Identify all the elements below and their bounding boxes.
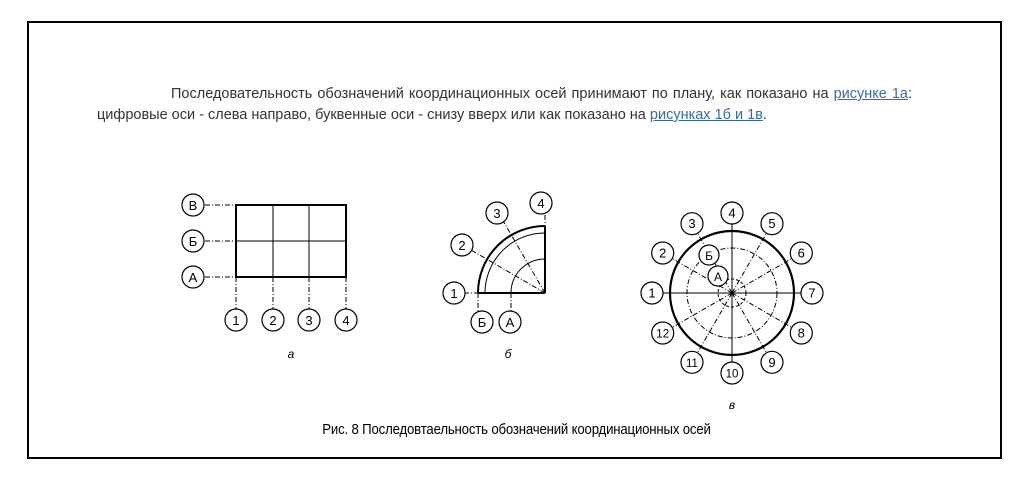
axis-label-radial: 7 xyxy=(808,285,816,301)
axis-label-radial: 8 xyxy=(797,325,805,341)
axis-label-row: В xyxy=(188,198,198,213)
axis-label-radial: 11 xyxy=(686,357,698,370)
row-axis-markers xyxy=(182,194,204,288)
outer-arc xyxy=(478,226,545,293)
axis-label-radial: 2 xyxy=(659,245,667,261)
axis-label-arc: Б xyxy=(477,315,487,330)
figure-c-caption: в xyxy=(728,398,736,412)
paragraph-text-1: Последовательность обозначений координационных осей принимают по плану, как показано на xyxy=(171,86,834,102)
radial-axis-line xyxy=(698,293,733,353)
column-axis-markers xyxy=(225,309,357,331)
axis-label-radial: 9 xyxy=(768,354,776,370)
radial-axes xyxy=(464,215,545,311)
axis-extensions xyxy=(205,205,346,309)
axis-label-column: 3 xyxy=(305,313,313,328)
radial-axis-line xyxy=(732,233,767,293)
paragraph-text-3: . xyxy=(762,107,767,123)
paragraph-text-2: : цифровые оси - слева направо, буквенные оси - снизу вверх или как показано на xyxy=(97,86,913,123)
axes-diagram xyxy=(29,23,1004,423)
axis-label-arc: А xyxy=(505,315,515,330)
axis-label-radial: 10 xyxy=(725,368,739,381)
axis-label-radial: 12 xyxy=(656,328,670,341)
radial-axis-line xyxy=(732,259,792,294)
axis-label-column: 2 xyxy=(269,313,277,328)
axis-label-column: 1 xyxy=(232,313,240,328)
axis-label-radial: 1 xyxy=(648,285,656,301)
axis-label-row: Б xyxy=(188,234,198,249)
axis-label-radial: 6 xyxy=(797,245,805,261)
axis-label-row: А xyxy=(188,270,198,285)
axis-label-radial: 4 xyxy=(537,196,545,211)
link-figure-1a[interactable]: рисунке 1а xyxy=(833,86,908,102)
axis-label-ring: Б xyxy=(705,249,713,263)
document-frame xyxy=(27,21,1002,459)
axis-label-radial: 1 xyxy=(450,286,458,301)
axis-label-radial: 4 xyxy=(728,205,736,221)
figure-a xyxy=(182,194,357,361)
radial-axis-line xyxy=(732,293,767,353)
grid-lines xyxy=(236,205,346,277)
axis-label-column: 4 xyxy=(342,313,350,328)
figure-b-caption: б xyxy=(504,347,512,361)
figure-caption: Рис. 8 Последовтаельность обозначений координационных осей xyxy=(322,421,711,438)
radial-axis-line xyxy=(732,293,792,328)
radial-axis-line xyxy=(672,293,732,328)
figure-b xyxy=(443,192,552,361)
axis-label-radial: 5 xyxy=(768,216,776,232)
figure-a-caption: а xyxy=(287,347,295,361)
axis-label-radial: 2 xyxy=(458,238,466,253)
figure-c xyxy=(641,202,823,412)
axis-label-ring: А xyxy=(713,270,723,284)
axis-label-radial: 3 xyxy=(688,216,696,232)
outer-arc-inner xyxy=(485,233,545,293)
link-figures-1b-1c[interactable]: рисунках 1б и 1в xyxy=(649,107,763,123)
axis-label-radial: 3 xyxy=(493,206,501,221)
